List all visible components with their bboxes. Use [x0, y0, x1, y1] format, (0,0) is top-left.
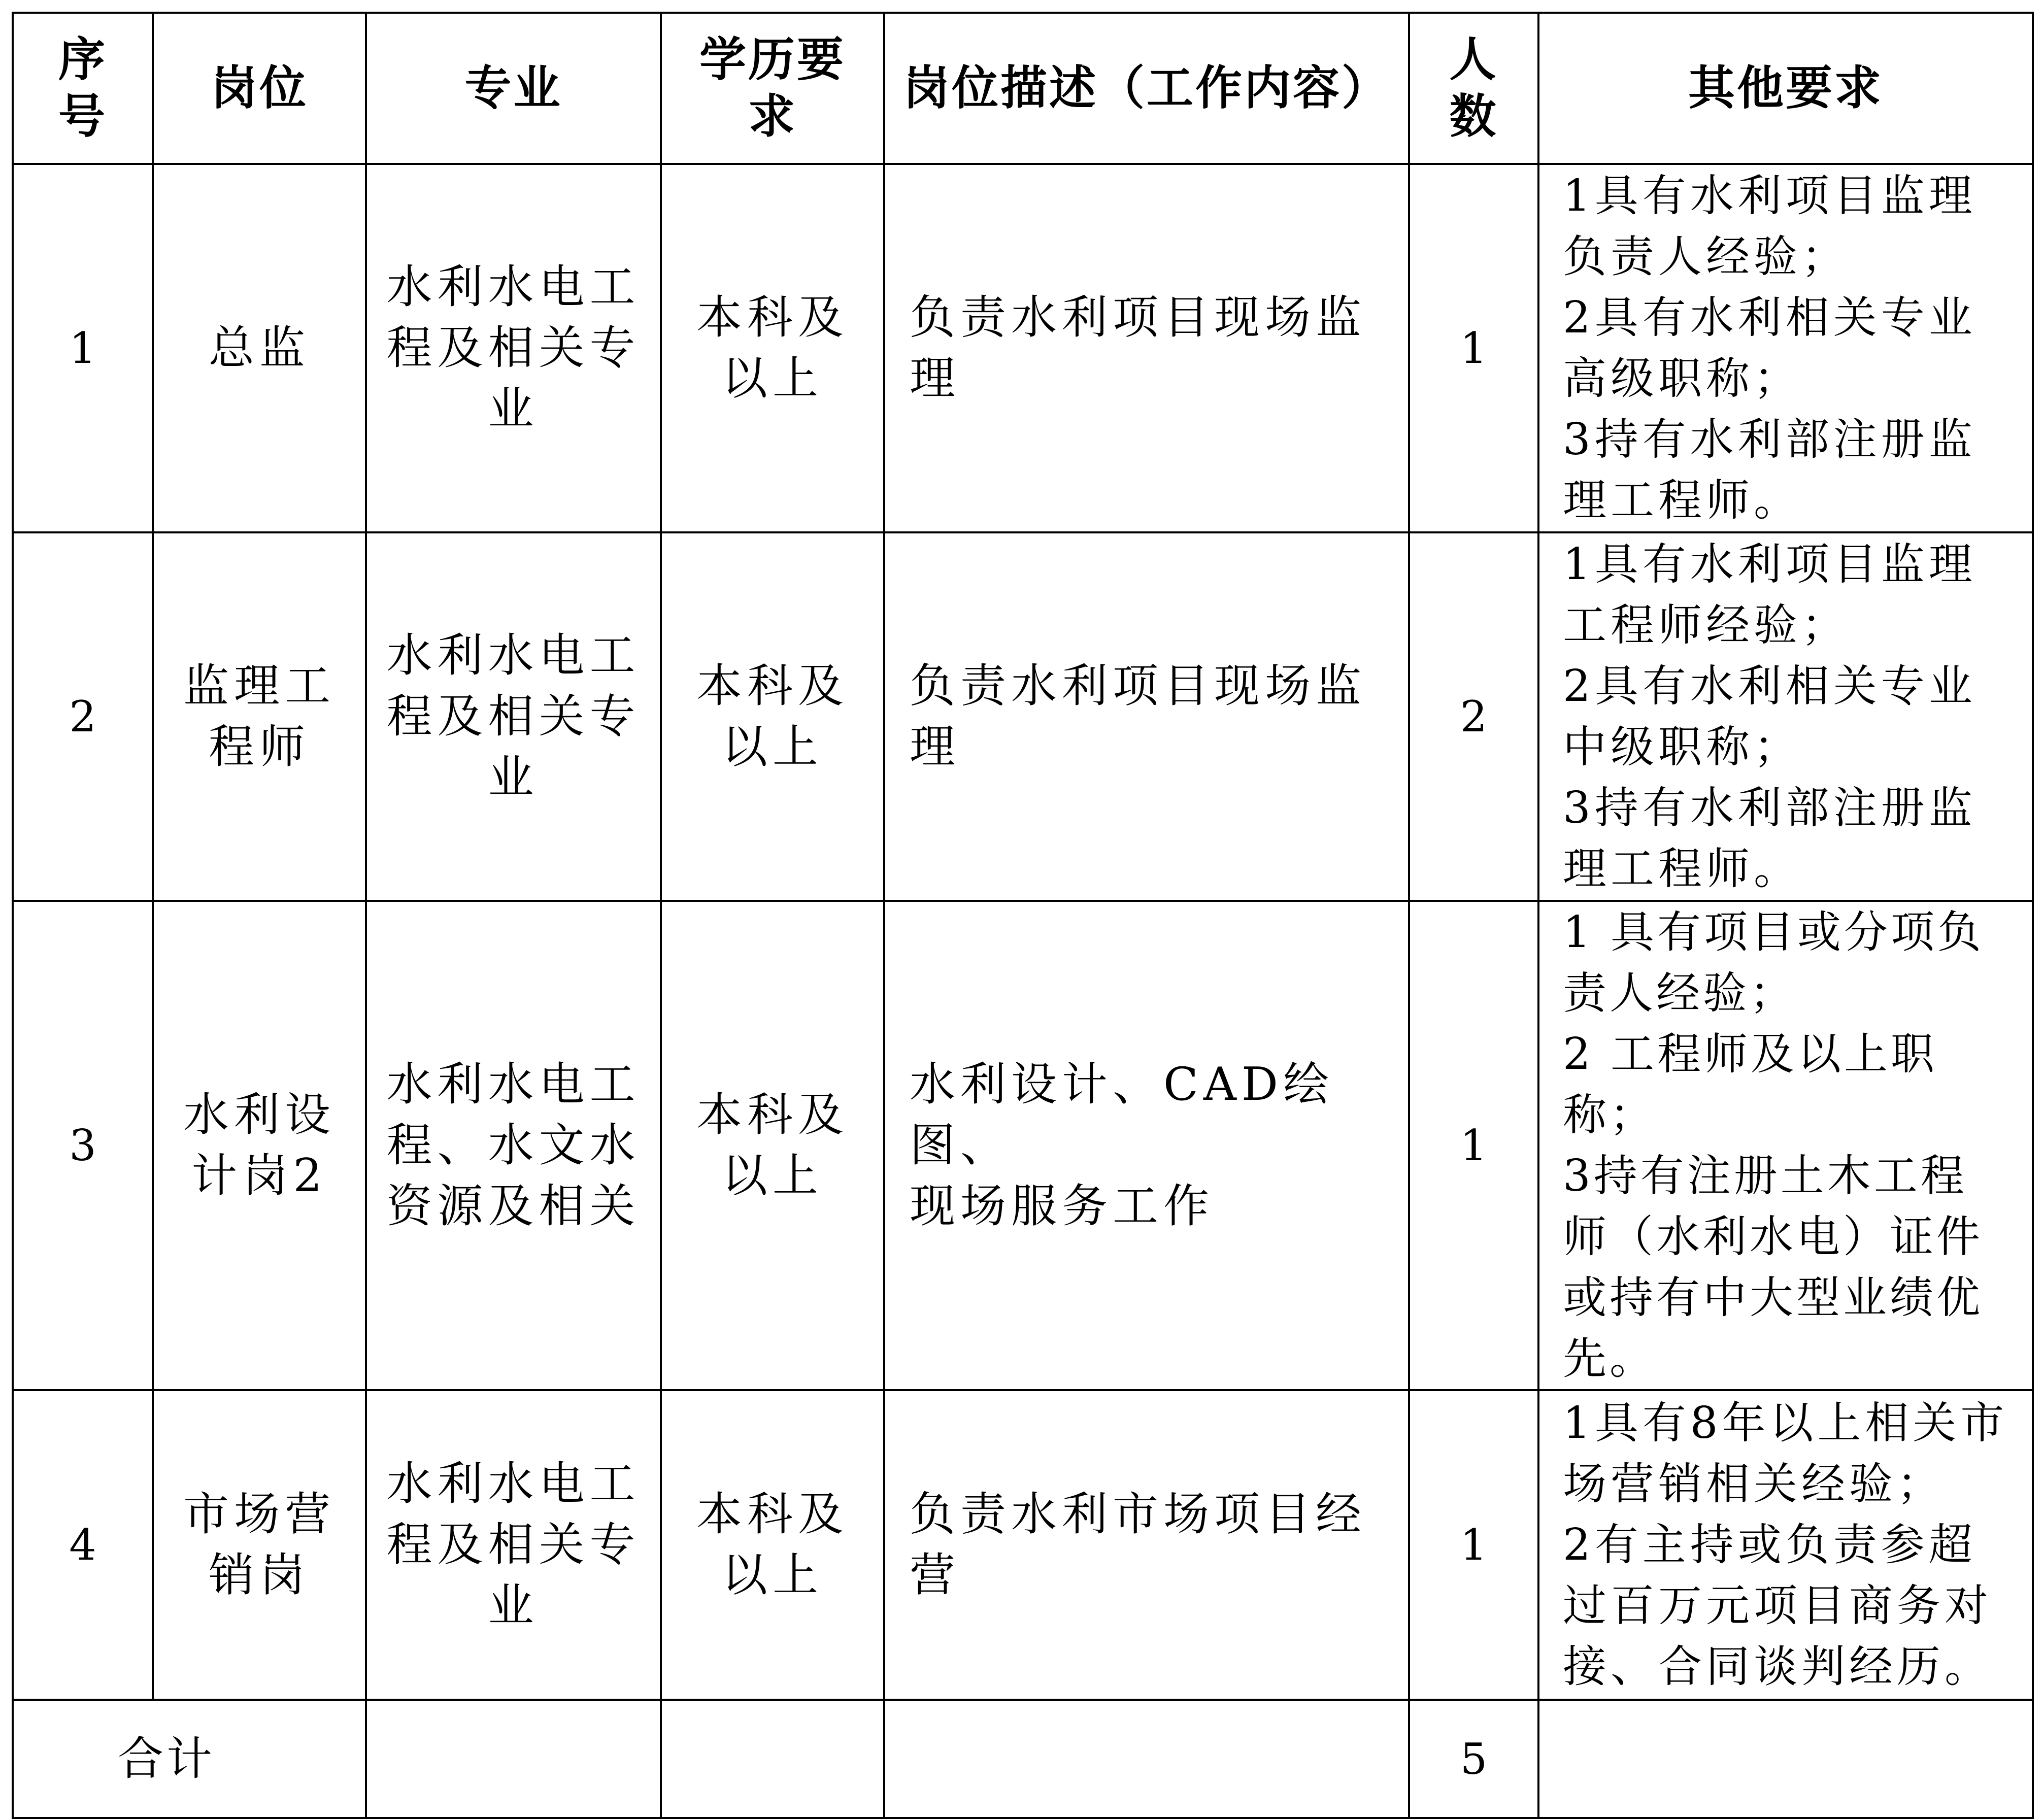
row-major: 水利水电工 程及相关专 业 — [366, 1390, 661, 1700]
row-count: 2 — [1409, 532, 1538, 901]
total-label: 合计 — [13, 1700, 366, 1818]
header-major: 专业 — [366, 13, 661, 164]
row-other-requirements: 1 具有项目或分项负 责人经验； 2 工程师及以上职称； 3持有注册土木工程 师（水利水电）证件 或持有中大型业绩优 先。 — [1538, 901, 2033, 1390]
row-count: 1 — [1409, 164, 1538, 532]
header-position: 岗位 — [153, 13, 366, 164]
total-row — [13, 1700, 2033, 1818]
table-row — [13, 164, 2033, 532]
row-education: 本科及 以上 — [661, 532, 884, 901]
total-major-empty — [366, 1700, 661, 1818]
row-description: 负责水利项目现场监 理 — [884, 532, 1409, 901]
row-position: 水利设 计岗2 — [153, 901, 366, 1390]
row-count: 1 — [1409, 901, 1538, 1390]
header-education: 学历要 求 — [661, 13, 884, 164]
total-education-empty — [661, 1700, 884, 1818]
row-description: 水利设计、CAD绘图、 现场服务工作 — [884, 901, 1409, 1390]
header-row — [13, 13, 2033, 164]
header-seq: 序 号 — [13, 13, 153, 164]
header-count: 人 数 — [1409, 13, 1538, 164]
total-other-empty — [1538, 1700, 2033, 1818]
row-other-requirements: 1具有水利项目监理 工程师经验； 2具有水利相关专业 中级职称； 3持有水利部注册监 理工程师。 — [1538, 532, 2033, 901]
row-seq: 3 — [13, 901, 153, 1390]
row-education: 本科及 以上 — [661, 901, 884, 1390]
row-position: 总监 — [153, 164, 366, 532]
row-count: 1 — [1409, 1390, 1538, 1700]
row-description: 负责水利项目现场监 理 — [884, 164, 1409, 532]
row-other-requirements: 1具有水利项目监理 负责人经验； 2具有水利相关专业 高级职称； 3持有水利部注册监 理工程师。 — [1538, 164, 2033, 532]
row-position: 监理工 程师 — [153, 532, 366, 901]
table-row — [13, 532, 2033, 901]
row-education: 本科及 以上 — [661, 1390, 884, 1700]
row-description: 负责水利市场项目经 营 — [884, 1390, 1409, 1700]
total-description-empty — [884, 1700, 1409, 1818]
row-major: 水利水电工 程及相关专 业 — [366, 164, 661, 532]
row-education: 本科及 以上 — [661, 164, 884, 532]
row-major: 水利水电工 程及相关专 业 — [366, 532, 661, 901]
table-row — [13, 901, 2033, 1390]
row-major: 水利水电工 程、水文水 资源及相关 — [366, 901, 661, 1390]
total-count: 5 — [1409, 1700, 1538, 1818]
table-row — [13, 1390, 2033, 1700]
row-seq: 2 — [13, 532, 153, 901]
header-description: 岗位描述（工作内容） — [884, 13, 1409, 164]
row-seq: 1 — [13, 164, 153, 532]
row-position: 市场营 销岗 — [153, 1390, 366, 1700]
row-seq: 4 — [13, 1390, 153, 1700]
header-other: 其他要求 — [1538, 13, 2033, 164]
recruitment-table — [12, 12, 2034, 1819]
row-other-requirements: 1具有8年以上相关市 场营销相关经验； 2有主持或负责参超 过百万元项目商务对 接、合同谈判经历。 — [1538, 1390, 2033, 1700]
